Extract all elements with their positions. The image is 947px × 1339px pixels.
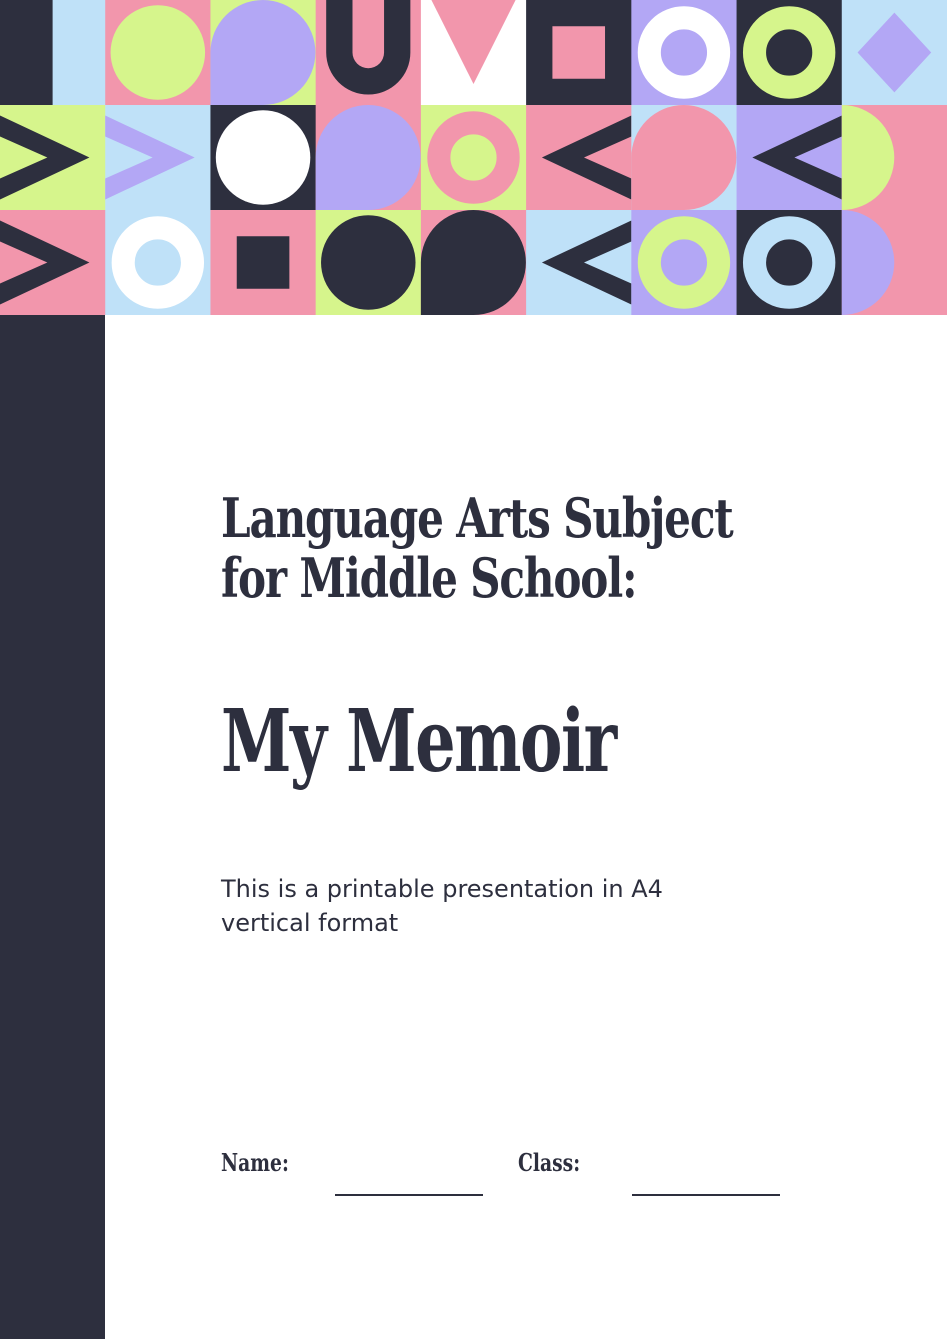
name-label: Name: (221, 1148, 289, 1177)
pattern-tile (526, 105, 632, 211)
pattern-tile (631, 105, 737, 211)
pattern-tile (105, 105, 211, 211)
pattern-tile (842, 105, 947, 211)
class-label: Class: (518, 1148, 581, 1177)
pattern-tile (0, 210, 106, 315)
pattern-tile (737, 210, 843, 315)
cover-headline: My Memoir (221, 691, 616, 792)
cover-title (221, 488, 861, 608)
pattern-tile (842, 210, 947, 315)
pattern-tile (105, 0, 211, 106)
pattern-tile (526, 0, 632, 106)
pattern-tile (316, 105, 422, 211)
pattern-tile (316, 210, 422, 315)
pattern-tile (210, 210, 316, 315)
pattern-tile (0, 0, 106, 106)
pattern-tile (421, 210, 527, 315)
pattern-tile (526, 210, 632, 315)
pattern-tile (421, 105, 527, 211)
pattern-tile (105, 210, 211, 315)
class-field-line[interactable] (632, 1194, 780, 1196)
name-field-line[interactable] (335, 1194, 483, 1196)
pattern-tile (631, 210, 737, 315)
pattern-tile (631, 0, 737, 106)
cover-subtitle: This is a printable presentation in A4 vertical format (221, 875, 663, 937)
geometric-pattern-header (0, 0, 947, 315)
pattern-tile (210, 0, 316, 106)
pattern-tile (0, 105, 106, 211)
pattern-tile (210, 105, 316, 211)
cover-title-line-2: for Middle School: (221, 546, 637, 610)
pattern-tile (737, 0, 843, 106)
pattern-tile (316, 0, 422, 106)
pattern-tile (737, 105, 843, 211)
pattern-tile (842, 0, 947, 106)
pattern-tile (421, 0, 527, 106)
cover-title-line-1: Language Arts Subject (221, 486, 733, 550)
